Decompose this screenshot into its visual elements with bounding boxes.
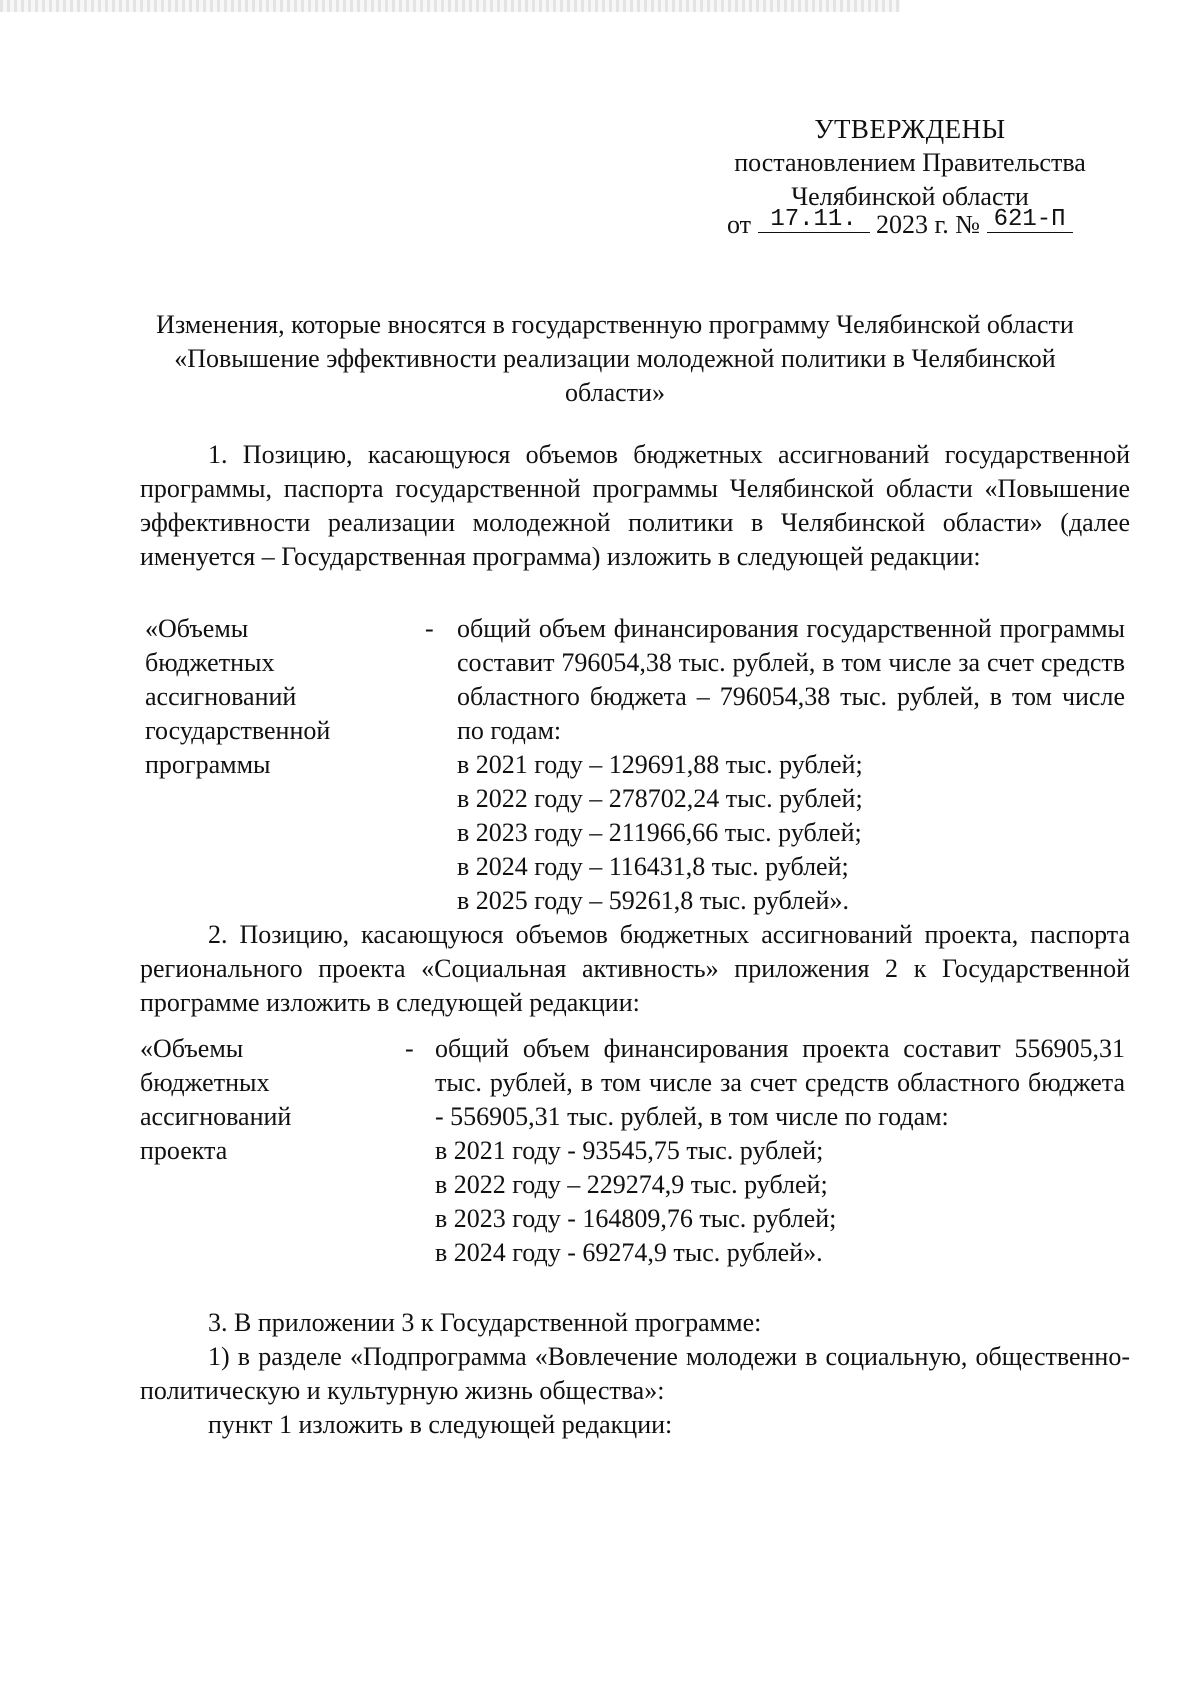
item-1-body: общий объем финансирования государственной программы составит 796054,38 тыс. рублей, в том числе за счет средств областного бюджета – 796054,38 тыс. рублей, в том числе по годам: (457, 614, 1125, 745)
item-2-text: 2. Позицию, касающуюся объемов бюджетных ассигнований проекта, паспорта регионального проекта «Социальная активность» приложения 2 к Государственной программе изложить в следующей редакции: (140, 920, 1130, 1017)
approval-heading: УТВЕРЖДЕНЫ (814, 114, 1006, 144)
item-2-body: общий объем финансирования проекта составит 556905,31 тыс. рублей, в том числе за счет средств областного бюджета - 556905,31 тыс. рублей, в том числе по годам: (435, 1034, 1125, 1131)
approval-line-2: Челябинской области (791, 182, 1029, 211)
item-3-line-3: пункт 1 изложить в следующей редакции: (208, 1410, 673, 1439)
item-1-text: 1. Позицию, касающуюся объемов бюджетных ассигнований государственной программы, паспорта государственной программы Челябинской области «Повышение эффективности реализации молодежной политики в Челябинской области» (далее именуется – Государственная программа) изложить в следующей редакции: (140, 440, 1130, 571)
item-2-year-2022: в 2022 году – 229274,9 тыс. рублей; (435, 1170, 828, 1199)
approval-line-1: постановлением Правительства (734, 148, 1086, 177)
item-2-year-2021: в 2021 году - 93545,75 тыс. рублей; (435, 1136, 824, 1165)
item-2-label: «Объемы бюджетных ассигнований проекта (140, 1034, 292, 1165)
item-1-year-2021: в 2021 году – 129691,88 тыс. рублей; (457, 750, 863, 779)
item-1-year-2025: в 2025 году – 59261,8 тыс. рублей». (457, 886, 849, 915)
date-prefix: от (727, 210, 752, 239)
resolution-number: 621-П (987, 208, 1073, 233)
item-1-year-2024: в 2024 году – 116431,8 тыс. рублей; (457, 852, 849, 881)
year-text: 2023 г. № (876, 210, 981, 239)
document-title: Изменения, которые вносятся в государственную программу Челябинской области «Повышение эффективности реализации молодежной политики в Челябинской области» (156, 310, 1074, 407)
approval-block (700, 112, 1120, 214)
item-2-definition (435, 1032, 1125, 1270)
item-1-definition (457, 612, 1125, 918)
approval-date-line (727, 208, 1073, 242)
item-2-dash: - (405, 1034, 414, 1063)
item-1-year-2023: в 2023 году – 211966,66 тыс. рублей; (457, 818, 862, 847)
item-3-line-2: 1) в разделе «Подпрограмма «Вовлечение молодежи в социальную, общественно-политическую и культурную жизнь общества»: (140, 1342, 1130, 1405)
item-2-year-2023: в 2023 году - 164809,76 тыс. рублей; (435, 1204, 837, 1233)
item-1-dash: - (425, 614, 434, 643)
item-2-year-2024: в 2024 году - 69274,9 тыс. рублей». (435, 1238, 823, 1267)
item-3-line-1: 3. В приложении 3 к Государственной программе: (208, 1308, 762, 1337)
item-1-year-2022: в 2022 году – 278702,24 тыс. рублей; (457, 784, 863, 813)
item-1-label: «Объемы бюджетных ассигнований государственной программы (145, 614, 331, 779)
date-value: 17.11. (758, 208, 870, 233)
